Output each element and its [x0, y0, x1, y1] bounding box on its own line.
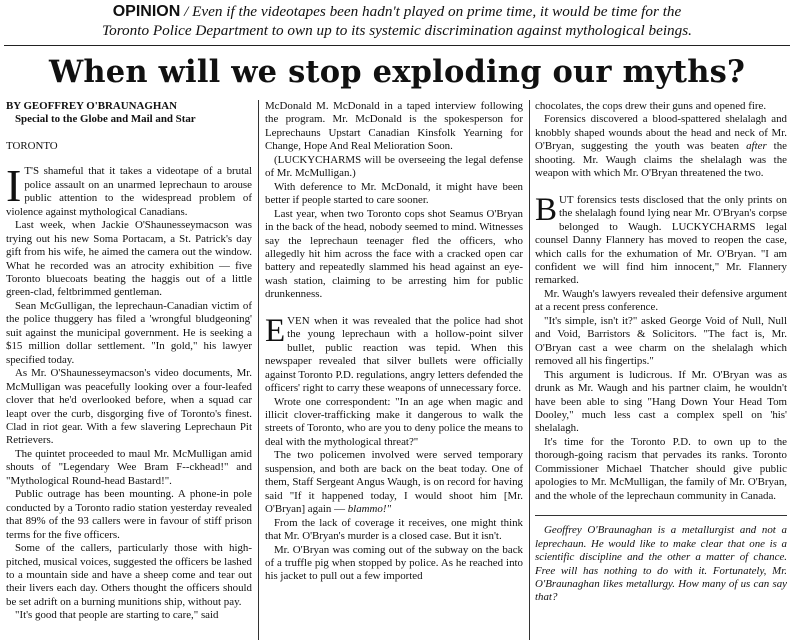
- kicker-text-1: / Even if the videotapes been hadn't played on prime time, it would be time for the: [184, 3, 682, 20]
- section-label: OPINION: [112, 3, 181, 20]
- column-1: [6, 100, 252, 636]
- signature-rule: [535, 515, 787, 516]
- paragraph: As Mr. O'Shaunesseymacson's video documents, Mr. McMulligan was peacefully looking over a four-leafed clover that he'd overlooked before, when a squad car leapt over the curb, disgorging five of Toronto's finest. Clad in riot gear. With a few slavering Leprechaun Pit Retrievers.: [6, 367, 252, 447]
- column-divider: [529, 100, 530, 640]
- paragraph: From the lack of coverage it receives, one might think that Mr. O'Bryan's murder is a closed case. But it isn't.: [265, 516, 523, 543]
- paragraph: Last week, when Jackie O'Shaunesseymacson was trying out his new Soma Portacam, a St. Patrick's day gift from his wife, he aimed the camera out the window. What he recorded was an atrocity exhibition — five Toronto bluecoats beating the haggis out of a little green-clad, feltbrimmed gentleman.: [6, 219, 252, 299]
- paragraph: Some of the callers, particularly those with high-pitched, musical voices, suggested the officers be lashed to a mountain side and have a sheep come and tear out their livers each day. Others thought the officers should be set adrift on a burning munitions ship, without pay.: [6, 542, 252, 608]
- paragraph: (LUCKYCHARMS will be overseeing the legal defense of Mr. McMulligan.): [265, 153, 523, 180]
- paragraph: With deference to Mr. McDonald, it might have been better if people started to care sooner.: [265, 180, 523, 207]
- column-2: [265, 100, 523, 636]
- column-3: [535, 100, 787, 636]
- drop-cap: B: [535, 191, 558, 228]
- kicker: [4, 2, 790, 40]
- paragraph: McDonald M. McDonald in a taped interview following the program. Mr. McDonald is the spokesperson for Leprechauns Upstart Canadian Kinsfolk Yearning for Change, Hope And Real Melioration Soon.: [265, 100, 523, 153]
- kicker-line-1: [4, 2, 790, 21]
- headline: When will we stop exploding our myths?: [48, 54, 746, 90]
- paragraph: The quintet proceeded to maul Mr. McMulligan amid shouts of "Legendary Wee Bram F--ckhead!" and "Mythological Round-head Bastard!".: [6, 447, 252, 487]
- drop-cap: I: [6, 160, 22, 212]
- author-note: Geoffrey O'Braunaghan is a metallurgist and not a leprechaun. He would like to make clear that one is a scientific discipline and the other a matter of chance. Free will has nothing to do with it. Fortunately, Mr. O'Braunaghan likes metallurgy. How many of us can say that?: [535, 524, 787, 604]
- paragraph: "It's good that people are starting to care," said: [15, 609, 219, 622]
- byline-affiliation: Special to the Globe and Mail and Star: [15, 113, 196, 126]
- paragraph: Last year, when two Toronto cops shot Seamus O'Bryan in the back of the head, nobody seemed to mind. Witnesses say the leprechaun teenager fled the officers, who allegedly hit him across the face with a cracked open car battery and repeatedly slammed his head against an eye-wash station, claiming to be arresting him for public drunkenness.: [265, 207, 523, 301]
- paragraph: chocolates, the cops drew their guns and opened fire.: [535, 100, 767, 112]
- byline-author: BY GEOFFREY O'BRAUNAGHAN: [6, 100, 178, 112]
- paragraph: I T'S shameful that it takes a videotape of a brutal police assault on an unarmed leprechaun to arouse public attention to the widespread problem of violence against mythological Canadians.: [6, 160, 252, 218]
- kicker-line-2: Toronto Police Department to own up to its systemic discrimination against mythological beings.: [102, 22, 692, 39]
- paragraph: It's time for the Toronto P.D. to own up to the thorough-going racism that pervades its ranks. Toronto Commissioner Michael Thatcher should give public apologies to Mr. McMulligan, the family of Mr. O'Bryan, and the whole of the leprechaun community in Canada.: [535, 435, 787, 502]
- paragraph: "It's simple, isn't it?" asked George Void of Null, Null and Void, Barristors & Solicitors. "The fact is, Mr. O'Bryan cast a wee charm on the shelalagh which removed all his fingertips.": [535, 314, 787, 368]
- top-rule: [4, 45, 790, 46]
- paragraph: Public outrage has been mounting. A phone-in pole conducted by a Toronto radio station yesterday revealed that 89% of the 93 callers were in favour of stiff prison terms for the five officers.: [6, 488, 252, 541]
- paragraph: BUT forensics tests disclosed that the only prints on the shelalagh found lying near Mr. O'Bryan's corpse belonged to Waugh. LUCKYCHARMS legal counsel Danny Flannery has moved to reopen the case, which calls for the exhumation of Mr. O'Bryan. "I am confident we will find him innocent," Mr. Flannery remarked.: [535, 191, 787, 287]
- emphasis: blammo!": [347, 503, 392, 516]
- paragraph: Forensics discovered a blood-spattered shelalagh and knobbly shaped wounds about the head and neck of Mr. O'Bryan, suggesting the youth was beaten after the shooting. Mr. Waugh claims the shelalagh was the weapon with which Mr. O'Bryan threatened the two.: [535, 113, 787, 180]
- drop-cap: E: [265, 312, 286, 349]
- paragraph: Mr. O'Bryan was coming out of the subway on the back of a truffle pig when stopped by police. As he reached into his jacket to pull out a few imported: [265, 543, 523, 583]
- paragraph: The two policemen involved were served temporary suspension, and both are back on the beat today. One of them, Staff Sergeant Angus Waugh, is on record for having said "If it happened today, I would shoot him [Mr. O'Bryan] again — blammo!": [265, 449, 523, 516]
- paragraph: Mr. Waugh's lawyers revealed their defensive argument at a recent press conference.: [535, 287, 787, 314]
- paragraph: This argument is ludicrous. If Mr. O'Bryan was as drunk as Mr. Waugh and his partner claim, he wouldn't have been able to sing "Hang Down Your Head Tom Dooley," much less cast a complex spell on 'his' shelalagh.: [535, 368, 787, 435]
- column-divider: [258, 100, 259, 640]
- emphasis: after: [746, 140, 767, 153]
- dateline: TORONTO: [6, 139, 58, 152]
- paragraph: EVEN when it was revealed that the police had shot the young leprechaun with a hollow-point silver bullet, public reaction was tepid. When this newspaper revealed that silver bullets were officially against Toronto P.D. regulations, angry letters defended the officers' right to carry these weapons of unnecessary force.: [265, 312, 523, 395]
- paragraph: Wrote one correspondent: "In an age when magic and illicit clover-trafficking make it dangerous to walk the streets of Toronto, who are you to deny police the means to deal with the mythological threat?": [265, 395, 523, 448]
- paragraph: Sean McGulligan, the leprechaun-Canadian victim of the police thuggery has filed a 'wrongful bludgeoning' suit against the municipal government. He is seeking a $15 million dollar settlement. "In gold," his lawyer specified today.: [6, 299, 252, 366]
